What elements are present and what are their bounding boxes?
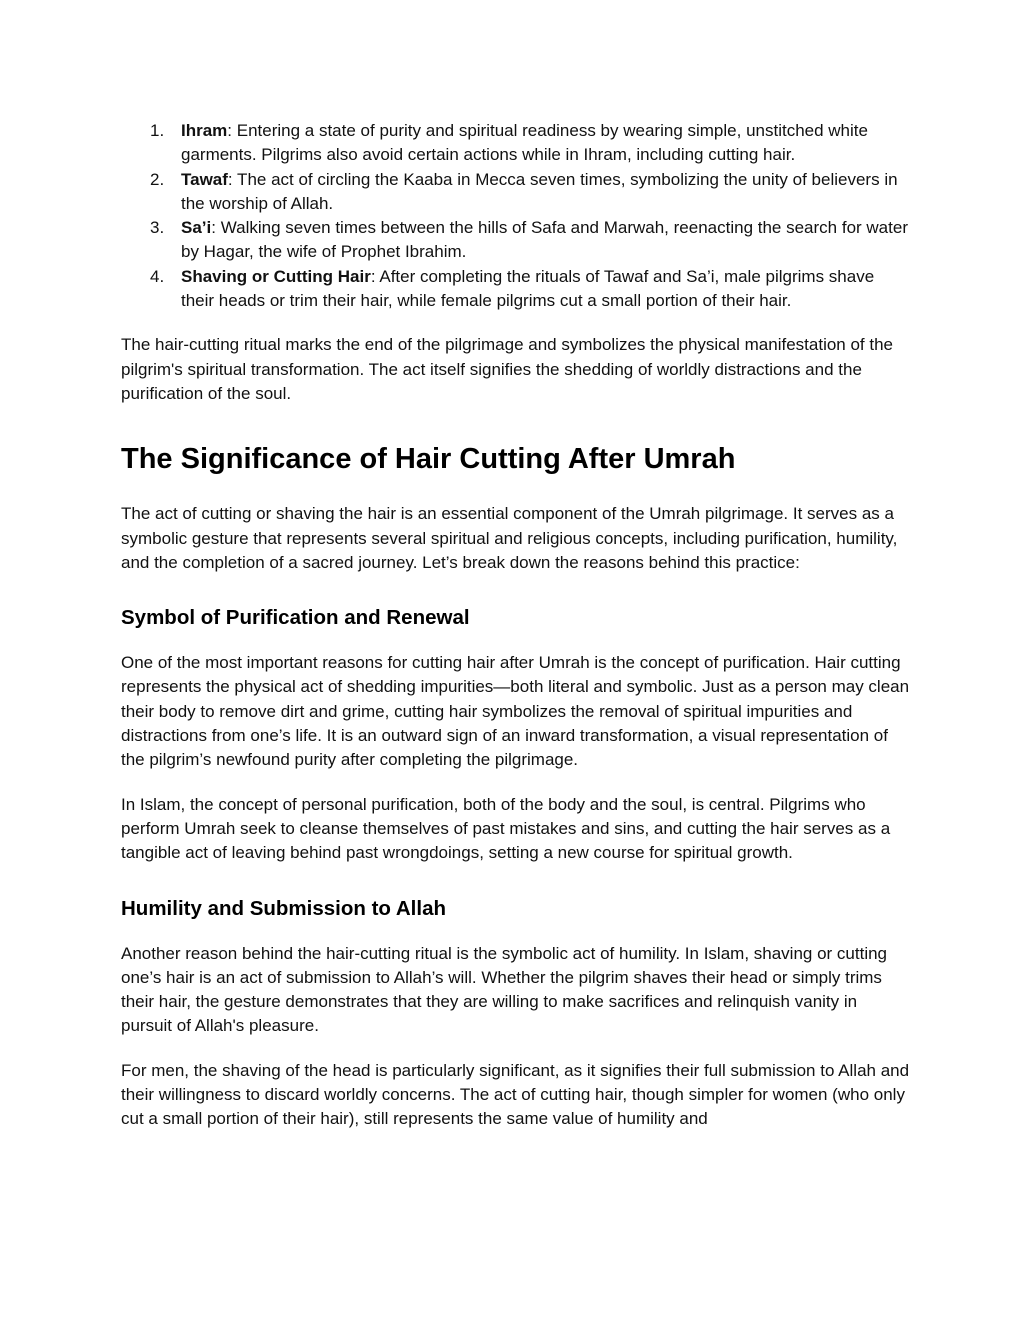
list-item-term: Shaving or Cutting Hair [181, 266, 371, 286]
subsection-heading-humility: Humility and Submission to Allah [121, 896, 446, 920]
document-page [121, 119, 911, 1132]
list-item [121, 216, 911, 265]
intro-paragraph: The hair-cutting ritual marks the end of the pilgrimage and symbolizes the physical manifestation of the pilgrim's spiritual transformation. The act itself signifies the shedding of worldly distractions and the purification of the soul. [121, 335, 894, 403]
list-item-number: 3. [150, 218, 165, 238]
paragraph: Another reason behind the hair-cutting ritual is the symbolic act of humility. In Islam, shaving or cutting one’s hair is an act of submission to Allah’s will. Whether the pilgrim shaves their head or simply trims their hair, the gesture demonstrates that they are willing to make sacrifices and relinquish vanity in pursuit of Allah's pleasure. [121, 943, 888, 1036]
list-item-number: 4. [150, 266, 165, 286]
list-item-text: : The act of circling the Kaaba in Mecca seven times, symbolizing the unity of believers in the worship of Allah. [181, 169, 898, 213]
paragraph: In Islam, the concept of personal purification, both of the body and the soul, is central. Pilgrims who perform Umrah seek to cleanse themselves of past mistakes and sins, and cutting the hair serves as a tangible act of leaving behind past wrongdoings, setting a new course for spiritual growth. [121, 794, 891, 863]
list-item [121, 119, 911, 168]
section-heading: The Significance of Hair Cutting After Umrah [121, 443, 736, 476]
list-item-number: 2. [150, 169, 165, 189]
paragraph: One of the most important reasons for cutting hair after Umrah is the concept of purification. Hair cutting represents the physical act of shedding impurities—both literal and symbolic. Just as a person may clean their body to remove dirt and grime, cutting hair symbolizes the removal of spiritual impurities and distractions from one’s life. It is an outward sign of an inward transformation, a visual representation of the pilgrim’s newfound purity after completing the pilgrimage. [121, 653, 910, 770]
list-item-term: Tawaf [181, 169, 228, 189]
umrah-steps-list [121, 119, 911, 313]
list-item-term: Sa’i [181, 218, 212, 238]
list-item-text: : After completing the rituals of Tawaf and Sa’i, male pilgrims shave their heads or trim their hair, while female pilgrims cut a small portion of their hair. [181, 266, 875, 311]
subsection-heading-purification: Symbol of Purification and Renewal [121, 606, 470, 630]
list-item [121, 168, 911, 217]
list-item-text: : Entering a state of purity and spiritual readiness by wearing simple, unstitched white garments. Pilgrims also avoid certain actions while in Ihram, including cutting hair. [181, 121, 868, 165]
list-item-term: Ihram [181, 121, 228, 140]
list-item-number: 1. [150, 121, 165, 140]
section-paragraph: The act of cutting or shaving the hair is an essential component of the Umrah pilgrimage. It serves as a symbolic gesture that represents several spiritual and religious concepts, including purification, humility, and the completion of a sacred journey. Let’s break down the reasons behind this practice: [121, 504, 898, 572]
paragraph: For men, the shaving of the head is particularly significant, as it signifies their full submission to Allah and their willingness to discard worldly concerns. The act of cutting hair, though simpler for women (who only cut a small portion of their hair), still represents the same value of humility and [121, 1060, 910, 1129]
list-item-text: : Walking seven times between the hills of Safa and Marwah, reenacting the search for water by Hagar, the wife of Prophet Ibrahim. [181, 218, 908, 262]
list-item [121, 265, 911, 314]
